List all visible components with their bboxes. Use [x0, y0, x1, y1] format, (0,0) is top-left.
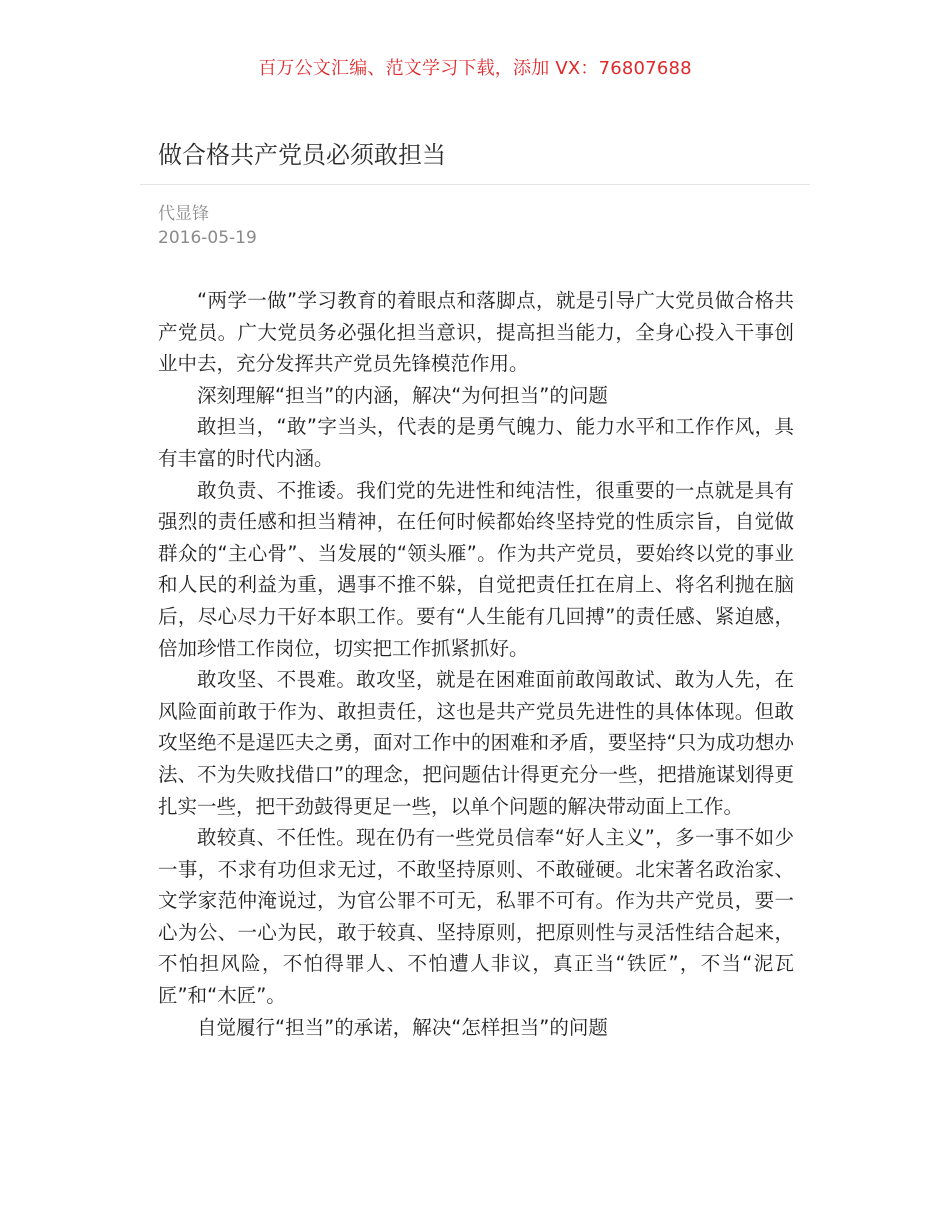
- paragraph: 敢攻坚、不畏难。敢攻坚，就是在困难面前敢闯敢试、敢为人先，在风险面前敢于作为、敢担责任，这也是共产党员先进性的具体体现。但敢攻坚绝不是逞匹夫之勇，面对工作中的困难和矛盾，要坚持“只为成功想办法、不为失败找借口”的理念，把问题估计得更充分一些，把措施谋划得更扎实一些，把干劲鼓得更足一些，以单个问题的解决带动面上工作。: [158, 668, 794, 818]
- paragraph: 敢较真、不任性。现在仍有一些党员信奉“好人主义”，多一事不如少一事，不求有功但求无过，不敢坚持原则、不敢碰硬。北宋著名政治家、文学家范仲淹说过，为官公罪不可无，私罪不可有。作为共产党员，要一心为公、一心为民，敢于较真、坚持原则，把原则性与灵活性结合起来，不怕担风险，不怕得罪人、不怕遭人非议，真正当“铁匠”，不当“泥瓦匠”和“木匠”。: [158, 826, 794, 1008]
- section-heading: 自觉履行“担当”的承诺，解决“怎样担当”的问题: [197, 1015, 608, 1039]
- article-body: [158, 285, 794, 1043]
- article-date: 2016-05-19: [158, 228, 257, 248]
- article-author: 代显锋: [158, 204, 209, 224]
- article-title: 做合格共产党员必须敢担当: [158, 141, 446, 169]
- paragraph: “两学一做”学习教育的着眼点和落脚点，就是引导广大党员做合格共产党员。广大党员务必强化担当意识，提高担当能力，全身心投入干事创业中去，充分发挥共产党员先锋模范作用。: [158, 289, 794, 376]
- watermark-banner: 百万公文汇编、范文学习下载，添加 VX：76807688: [258, 58, 692, 79]
- section-heading: 深刻理解“担当”的内涵，解决“为何担当”的问题: [197, 383, 608, 407]
- paragraph: 敢担当，“敢”字当头，代表的是勇气魄力、能力水平和工作作风，具有丰富的时代内涵。: [158, 415, 794, 470]
- title-divider: [140, 184, 810, 185]
- paragraph: 敢负责、不推诿。我们党的先进性和纯洁性，很重要的一点就是具有强烈的责任感和担当精神，在任何时候都始终坚持党的性质宗旨，自觉做群众的“主心骨”、当发展的“领头雁”。作为共产党员，要始终以党的事业和人民的利益为重，遇事不推不躲，自觉把责任扛在肩上、将名利抛在脑后，尽心尽力干好本职工作。要有“人生能有几回搏”的责任感、紧迫感，倍加珍惜工作岗位，切实把工作抓紧抓好。: [158, 478, 794, 660]
